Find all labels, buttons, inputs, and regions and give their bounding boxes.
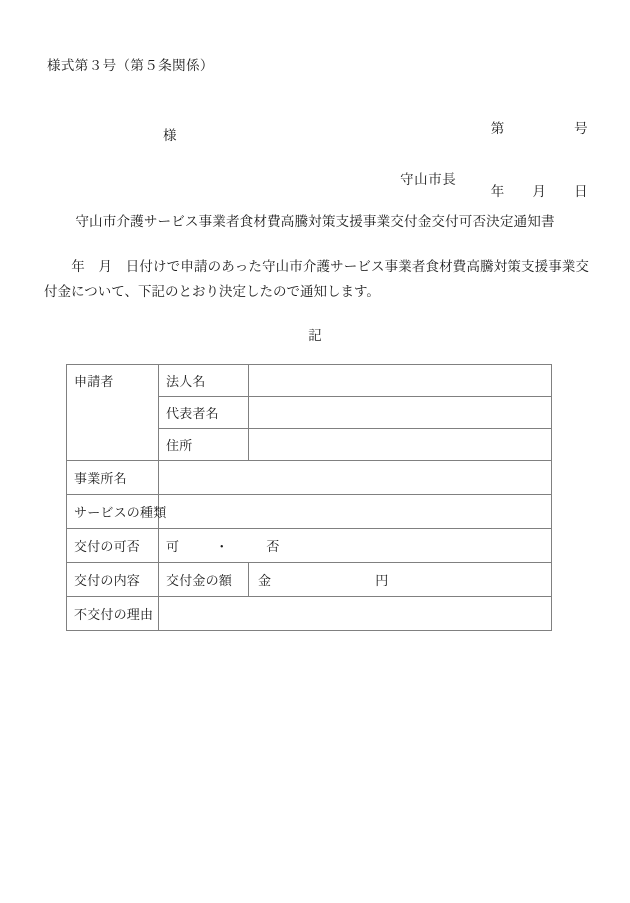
- addressee-line: 様: [163, 128, 177, 143]
- representative-name-value[interactable]: [249, 397, 552, 429]
- content-label: 交付の内容: [67, 563, 159, 597]
- decision-details-table: [66, 364, 552, 631]
- office-name-value[interactable]: [159, 461, 552, 495]
- document-number-line: 第 号: [490, 121, 588, 136]
- decision-option-yes[interactable]: 可: [166, 539, 180, 554]
- table-row: [67, 597, 552, 631]
- address-label: 住所: [159, 429, 249, 461]
- amount-suffix: 円: [375, 573, 389, 588]
- body-paragraph: [44, 254, 589, 304]
- body-line-1: 年 月 日付けで申請のあった守山市介護サービス事業者食材費高騰対策支援事業交付金: [44, 259, 589, 299]
- decision-separator: ・: [215, 539, 229, 554]
- corporate-name-value[interactable]: [249, 365, 552, 397]
- table-row: [67, 461, 552, 495]
- reason-label: 不交付の理由: [67, 597, 159, 631]
- corporate-name-label: 法人名: [159, 365, 249, 397]
- document-title: 守山市介護サービス事業者食材費高騰対策支援事業交付金交付可否決定通知書: [75, 214, 555, 229]
- reason-value[interactable]: [159, 597, 552, 631]
- address-value[interactable]: [249, 429, 552, 461]
- form-number: 様式第３号（第５条関係）: [47, 58, 214, 73]
- table-row: [67, 365, 552, 397]
- table-row: [67, 495, 552, 529]
- applicant-label: 申請者: [67, 365, 159, 461]
- decision-label: 交付の可否: [67, 529, 159, 563]
- grant-amount-value[interactable]: [249, 563, 552, 597]
- issuer-name: 守山市長: [400, 172, 457, 187]
- document-date-line: 年 月 日: [490, 184, 588, 199]
- body-line-2: について、下記のとおり決定したので通知します。: [71, 284, 380, 299]
- amount-prefix: 金: [258, 573, 272, 588]
- service-type-label: サービスの種類: [67, 495, 159, 529]
- decision-option-no[interactable]: 否: [266, 539, 280, 554]
- table-row: [67, 563, 552, 597]
- table-row: [67, 529, 552, 563]
- decision-options[interactable]: [159, 529, 552, 563]
- grant-amount-label: 交付金の額: [159, 563, 249, 597]
- ki-mark: 記: [308, 328, 322, 343]
- service-type-value[interactable]: [159, 495, 552, 529]
- office-name-label: 事業所名: [67, 461, 159, 495]
- representative-name-label: 代表者名: [159, 397, 249, 429]
